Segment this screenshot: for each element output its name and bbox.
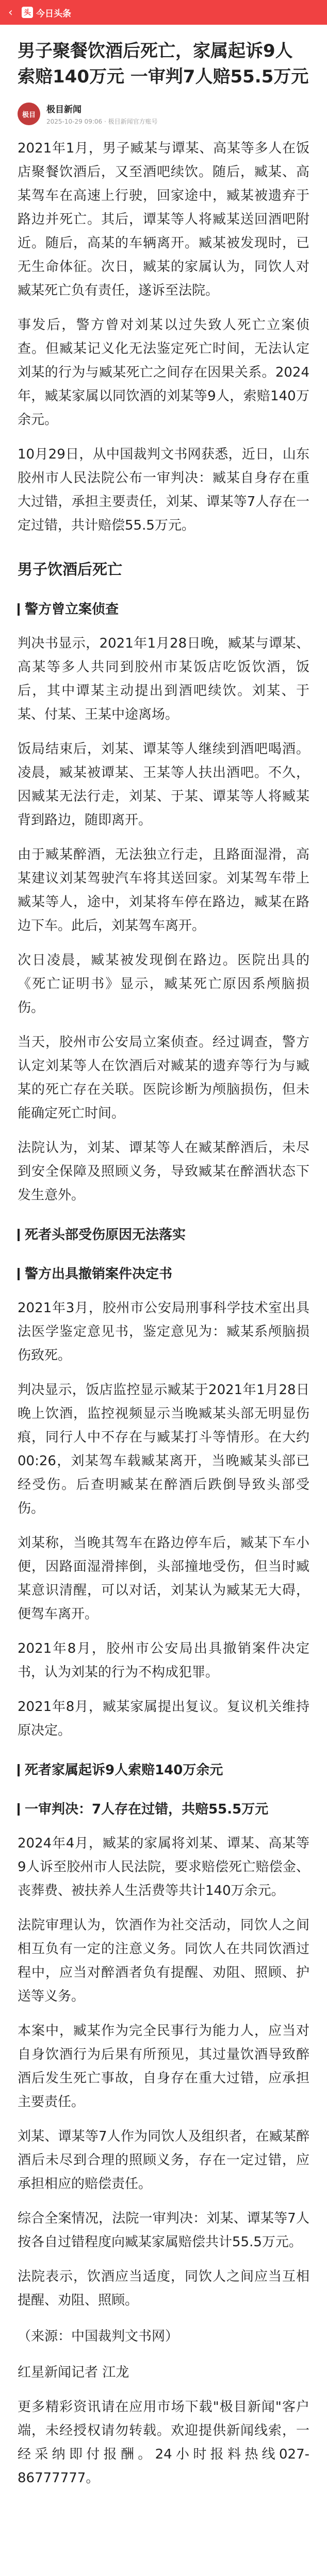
subsection-heading-text: 警方出具撤销案件决定书 <box>25 1266 173 1282</box>
article-body <box>18 137 309 2490</box>
paragraph: 当天，胶州市公安局立案侦查。经过调查，警方认定刘某等人在饮酒后对臧某的遗弃等行为与臧某的死亡存在关联。医院诊断为颅脑损伤，但未能确定死亡时间。 <box>18 1035 309 1121</box>
article-title: 男子聚餐饮酒后死亡，家属起诉9人索赔140万元 一审判7人赔55.5万元 <box>18 41 309 87</box>
paragraph: 事发后，警方曾对刘某以过失致人死亡立案侦查。但臧某记义化无法鉴定死亡时间，无法认定刘某的行为与臧某死亡之间存在因果关系。2024年，臧某家属以同饮酒的刘某等9人，索赔140万余元。 <box>18 317 309 428</box>
paragraph: 法院表示，饮酒应当适度，同饮人之间应当互相提醒、劝阻、照顾。 <box>18 2269 309 2308</box>
closing-note: 更多精彩资讯请在应用市场下载"极目新闻"客户端，未经授权请勿转载。欢迎提供新闻线索，一经采纳即付报酬。24小时报料热线027-86777777。 <box>18 2399 309 2486</box>
paragraph: 综合全案情况，法院一审判决：刘某、谭某等7人按各自过错程度向臧某家属赔偿共计55.5万元。 <box>18 2211 309 2250</box>
paragraph: 判决书显示，2021年1月28日晚，臧某与谭某、高某等多人共同到胶州市某饭店吃饭饮酒，饭后，其中谭某主动提出到酒吧续饮。刘某、于某、付某、王某中途离场。 <box>18 636 309 722</box>
source-line: （来源：中国裁判文书网） <box>18 2329 179 2344</box>
back-arrow-icon[interactable]: ‹ <box>8 6 13 19</box>
source-line: 红星新闻记者 江龙 <box>18 2365 129 2380</box>
top-bar <box>0 0 327 25</box>
author-name[interactable]: 极目新闻 <box>46 105 81 115</box>
author-meta: 2025-10-29 09:06 · 极目新闻官方账号 <box>46 118 158 125</box>
subsection-heading <box>18 1798 309 1821</box>
paragraph: 刘某称，当晚其驾车在路边停车后，臧某下车小便，因路面湿滑摔倒，头部撞地受伤，但当时臧某意识清醒，可以对话，刘某认为臧某无大碍，便驾车离开。 <box>18 1535 309 1622</box>
subsection-heading-text: 死者头部受伤原因无法落实 <box>25 1227 186 1243</box>
heading-bar <box>18 1268 20 1280</box>
toutiao-logo-icon: 头 <box>22 7 33 18</box>
paragraph: 2024年4月，臧某的家属将刘某、谭某、高某等9人诉至胶州市人民法院，要求赔偿死亡赔偿金、丧葬费、被扶养人生活费等共计140万余元。 <box>18 1836 309 1899</box>
subsection-heading-text: 警方曾立案侦查 <box>25 602 119 617</box>
article-page <box>0 25 327 2521</box>
paragraph: 法院审理认为，饮酒作为社交活动，同饮人之间相互负有一定的注意义务。同饮人在共同饮酒过程中，应当对醉酒者负有提醒、劝阻、照顾、护送等义务。 <box>18 1918 309 2004</box>
paragraph: 2021年3月，胶州市公安局刑事科学技术室出具法医学鉴定意见书，鉴定意见为：臧某系颅脑损伤致死。 <box>18 1300 309 1363</box>
paragraph: 次日凌晨，臧某被发现倒在路边。医院出具的《死亡证明书》显示，臧某死亡原因系颅脑损伤。 <box>18 953 309 1015</box>
app-logo <box>22 6 71 19</box>
paragraph: 2021年8月，胶州市公安局出具撤销案件决定书，认为刘某的行为不构成犯罪。 <box>18 1641 309 1680</box>
paragraph: 刘某、谭某等7人作为同饮人及组织者，在臧某醉酒后未尽到合理的照顾义务，存在一定过错，应承担相应的赔偿责任。 <box>18 2129 309 2192</box>
subsection-heading-text: 一审判决：7人存在过错，共赔55.5万元 <box>25 1802 269 1817</box>
paragraph: 本案中，臧某作为完全民事行为能力人，应当对自身饮酒行为后果有所预见，其过量饮酒导致醉酒后发生死亡事故，自身存在重大过错，应承担主要责任。 <box>18 2023 309 2110</box>
paragraph: 法院认为，刘某、谭某等人在臧某醉酒后，未尽到安全保障及照顾义务，导致臧某在醉酒状态下发生意外。 <box>18 1140 309 1203</box>
subsection-heading <box>18 598 309 621</box>
paragraph: 10月29日，从中国裁判文书网获悉，近日，山东胶州市人民法院公布一审判决：臧某自身存在重大过错，承担主要责任，刘某、谭某等7人存在一定过错，共计赔偿55.5万元。 <box>18 447 309 533</box>
paragraph: 2021年8月，臧某家属提出复议。复议机关维持原决定。 <box>18 1699 309 1738</box>
subsection-heading-text: 死者家属起诉9人索赔140万余元 <box>25 1762 223 1778</box>
paragraph: 判决显示，饭店监控显示臧某于2021年1月28日晚上饮酒，监控视频显示当晚臧某头部无明显伤痕，同行人中不存在与臧某打斗等情形。在大约00:26，刘某驾车载臧某离开，当晚臧某头部已经受伤。后查明臧某在醉酒后跌倒导致头部受伤。 <box>18 1382 309 1516</box>
app-name: 今日头条 <box>36 8 71 19</box>
paragraph: 2021年1月，男子臧某与谭某、高某等多人在饭店聚餐饮酒后，又至酒吧续饮。随后，臧某、高某驾车在高速上行驶，回家途中，臧某被遗弃于路边并死亡。其后，谭某等人将臧某送回酒吧附近。随后，高某的车辆离开。臧某被发现时，已无生命体征。次日，臧某的家属认为，同饮人对臧某死亡负有责任，遂诉至法院。 <box>18 141 309 298</box>
heading-bar <box>18 1803 20 1816</box>
subsection-heading <box>18 1759 309 1782</box>
subsection-heading <box>18 1224 309 1246</box>
paragraph: 饭局结束后，刘某、谭某等人继续到酒吧喝酒。凌晨，臧某被谭某、王某等人扶出酒吧。不久，因臧某无法行走，刘某、于某、谭某等人将臧某背到路边，随即离开。 <box>18 741 309 828</box>
author-avatar[interactable]: 极目 <box>18 103 40 125</box>
subsection-heading <box>18 1263 309 1285</box>
heading-bar <box>18 1229 20 1241</box>
heading-bar <box>18 603 20 616</box>
heading-bar <box>18 1764 20 1776</box>
author-row <box>18 102 309 126</box>
paragraph: 由于臧某醉酒，无法独立行走，且路面湿滑，高某建议刘某驾驶汽车将其送回家。刘某驾车带上臧某等人，途中，刘某将车停在路边，臧某在路边下车。此后，刘某驾车离开。 <box>18 847 309 934</box>
section-heading: 男子饮酒后死亡 <box>18 561 123 578</box>
author-info <box>46 102 158 126</box>
